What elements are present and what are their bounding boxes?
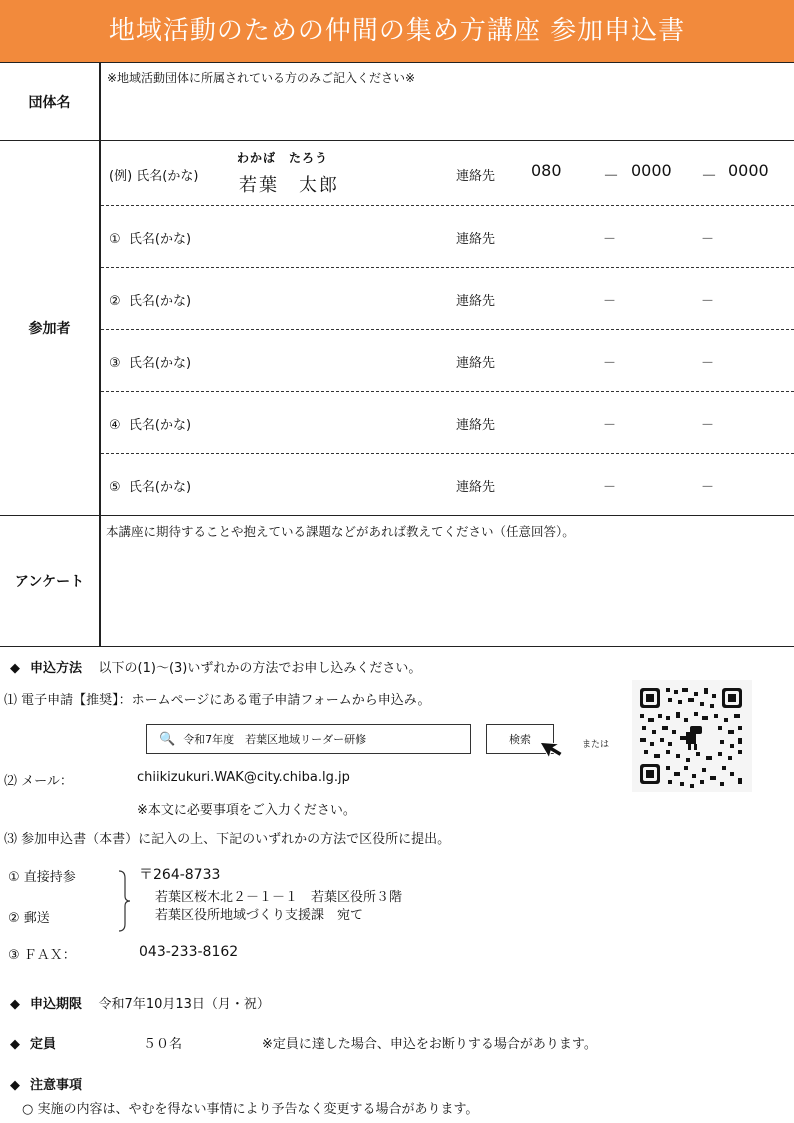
diamond-bullet-icon: ◆ [10, 661, 20, 676]
email-address[interactable]: chiikizukuri.WAK@city.chiba.lg.jp [137, 770, 350, 785]
participant-row-4[interactable] [101, 392, 794, 454]
page-title: 地域活動のための仲間の集め方講座 参加申込書 [0, 0, 794, 62]
tel-dash: － [701, 480, 715, 495]
capacity-value: ５０名 [143, 1037, 183, 1052]
tel-dash: － [603, 418, 617, 433]
survey-field[interactable] [101, 516, 794, 646]
example-tel3: 0000 [728, 161, 769, 180]
survey-note: 本講座に期待することや抱えている課題などがあれば教えてください（任意回答）。 [106, 524, 575, 539]
participants-label: 参加者 [0, 141, 101, 515]
tel-label: 連絡先 [456, 232, 496, 247]
participant-row-5[interactable] [101, 454, 794, 516]
example-name: 若葉 太郎 [239, 175, 339, 196]
deadline-text: 令和7年10月13日（月・祝） [98, 997, 270, 1012]
diamond-bullet-icon: ◆ [10, 1078, 20, 1093]
example-furigana: わかば たろう [237, 151, 329, 165]
row-number: ② [109, 294, 121, 309]
apply-text: 以下の(1)～(3)いずれかの方法でお申し込みください。 [98, 661, 422, 676]
tel-dash: － [701, 418, 715, 433]
org-row [0, 63, 794, 141]
name-label: 氏名(かな) [136, 169, 199, 184]
diamond-bullet-icon: ◆ [10, 997, 20, 1012]
row-number: ① [109, 232, 121, 247]
name-label: 氏名(かな) [128, 356, 192, 371]
participant-name-label [109, 414, 191, 433]
tel-dash: － [701, 356, 715, 371]
example-tel2: 0000 [631, 161, 672, 180]
method3: ⑶ 参加申込書（本書）に記入の上、下記のいずれかの方法で区役所に提出。 [4, 832, 451, 847]
postal-mail: ② 郵送 [8, 911, 50, 926]
direct-delivery: ① 直接持参 [8, 870, 76, 885]
tel-dash: － [603, 166, 620, 185]
notes-heading: 注意事項 [30, 1078, 83, 1093]
survey-row [0, 516, 794, 646]
name-label: 氏名(かな) [128, 480, 192, 495]
address-line-1: 若葉区桜木北２－１－１ 若葉区役所３階 [155, 890, 403, 905]
search-text: 令和7年度 若葉区地域リーダー研修 [183, 733, 367, 746]
participants-row [0, 141, 794, 516]
org-field[interactable] [101, 63, 794, 140]
fax-label: ③ ＦＡＸ： [8, 948, 76, 963]
row-number: ③ [109, 356, 121, 371]
participant-row-2[interactable] [101, 268, 794, 330]
tel-label: 連絡先 [456, 480, 496, 495]
name-label: 氏名(かな) [128, 232, 192, 247]
participant-name-label [109, 476, 191, 495]
deadline-heading: 申込期限 [30, 997, 83, 1012]
qr-code-icon[interactable] [632, 680, 752, 792]
tel-dash: － [603, 356, 617, 371]
application-form [0, 62, 794, 647]
name-label: 氏名(かな) [128, 418, 192, 433]
tel-label: 連絡先 [456, 169, 496, 184]
org-note: ※地域活動団体に所属されている方のみご記入ください※ [107, 71, 416, 85]
participant-row-3[interactable] [101, 330, 794, 392]
address-line-2: 若葉区役所地域づくり支援課 宛て [155, 908, 364, 923]
postal-code: 〒264-8733 [139, 867, 221, 883]
tel-dash: － [603, 480, 617, 495]
row-number: ⑤ [109, 480, 121, 495]
participant-name-label [109, 228, 191, 247]
participant-name-label [109, 352, 191, 371]
tel-dash: － [603, 232, 617, 247]
bracket-icon [117, 870, 131, 932]
deadline-line [10, 993, 270, 1012]
fax-number: 043-233-8162 [139, 944, 239, 960]
method2-label: ⑵ メール： [4, 774, 73, 789]
example-row [101, 141, 794, 206]
example-prefix: (例) [109, 169, 133, 184]
method1: ⑴ 電子申請【推奨】：ホームページにある電子申請フォームから申込み。 [4, 693, 431, 708]
tel-dash: － [701, 232, 715, 247]
or-text: または [582, 740, 610, 750]
tel-label: 連絡先 [456, 418, 496, 433]
search-icon: 🔍 [159, 731, 176, 747]
row-number: ④ [109, 418, 121, 433]
org-label: 団体名 [0, 63, 101, 140]
tel-dash: － [701, 294, 715, 309]
apply-heading-line [10, 657, 421, 676]
notes-line [10, 1074, 82, 1093]
example-tel1: 080 [531, 161, 562, 180]
apply-heading: 申込方法 [30, 661, 83, 676]
tel-dash: － [701, 166, 718, 185]
survey-label: アンケート [0, 516, 101, 646]
participants-cell [101, 141, 794, 515]
tel-dash: － [603, 294, 617, 309]
participant-name-label [109, 290, 191, 309]
name-label: 氏名(かな) [128, 294, 192, 309]
notes-item: ○ 実施の内容は、やむを得ない事情により予告なく変更する場合があります。 [22, 1102, 479, 1117]
capacity-note: ※定員に達した場合、申込をお断りする場合があります。 [262, 1037, 597, 1052]
capacity-line [10, 1033, 56, 1052]
tel-label: 連絡先 [456, 356, 496, 371]
capacity-heading: 定員 [30, 1037, 57, 1052]
example-name-label [109, 165, 198, 184]
email-note: ※本文に必要事項をご入力ください。 [137, 803, 356, 818]
tel-label: 連絡先 [456, 294, 496, 309]
diamond-bullet-icon: ◆ [10, 1037, 20, 1052]
participant-row-1[interactable] [101, 206, 794, 268]
search-box[interactable] [146, 724, 471, 754]
cursor-arrow-icon [540, 733, 568, 761]
search-button[interactable]: 検索 [486, 724, 554, 754]
